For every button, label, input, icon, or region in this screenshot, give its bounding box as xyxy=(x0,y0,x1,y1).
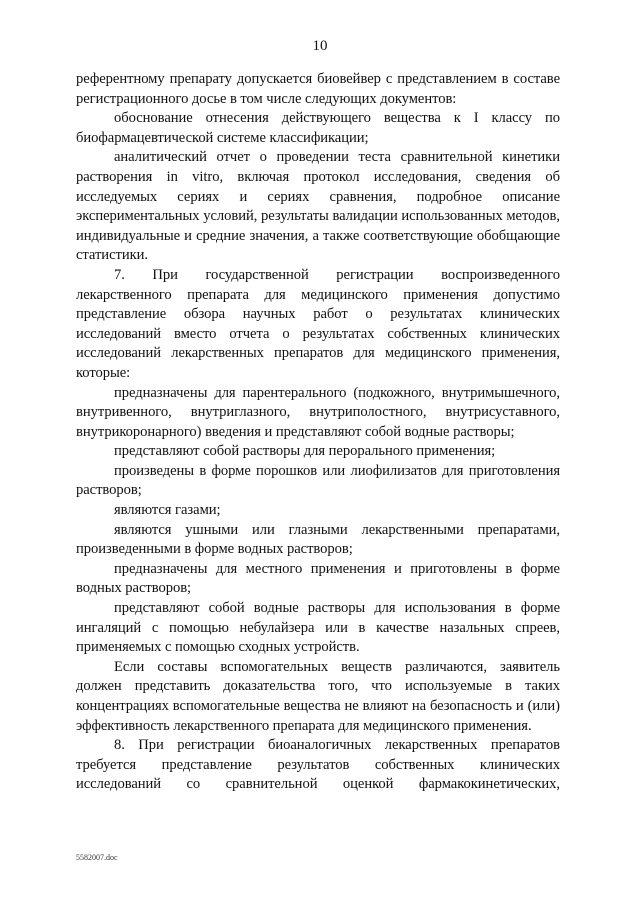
paragraph: предназначены для местного применения и приготовлены в форме водных растворов; xyxy=(76,560,560,597)
paragraph: представляют собой растворы для перорального применения; xyxy=(114,443,496,460)
paragraph: обоснование отнесения действующего вещества к I классу по биофармацевтической системе классификации; xyxy=(76,110,560,146)
body-text xyxy=(76,70,560,795)
paragraph: Если составы вспомогательных веществ различаются, заявитель должен представить доказательства того, что используемые в таких концентрациях вспомогательные вещества не влияют на безопасность и (или) эффективность лекарственного препарата для медицинского применения. xyxy=(76,658,560,734)
paragraph: представляют собой водные растворы для использования в форме ингаляций с помощью небулайзера или в качестве назальных спреев, применяемых с помощью сходных устройств. xyxy=(76,600,560,656)
paragraph: аналитический отчет о проведении теста сравнительной кинетики растворения in vitro, включая протокол исследования, сведения об исследуемых сериях и сериях сравнения, подробное описание экспериментальных условий, результаты валидации использованных методов, индивидуальные и средние значения, а также соответствующие обобщающие статистики. xyxy=(76,149,560,264)
paragraph: являются ушными или глазными лекарственными препаратами, произведенными в форме водных растворов; xyxy=(76,521,560,558)
document-filename: 5582007.doc xyxy=(76,853,118,862)
paragraph: являются газами; xyxy=(114,502,221,519)
paragraph: предназначены для парентерального (подкожного, внутримышечного, внутривенного, внутриглазного, внутриполостного, внутрисуставного, внутрикоронарного) введения и представляют собой водные растворы; xyxy=(76,384,560,440)
paragraph: 7. При государственной регистрации воспроизведенного лекарственного препарата для медицинского применения допустимо представление обзора научных работ о результатах клинических исследований вместо отчета о результатах собственных клинических исследований лекарственных препаратов для медицинского применения, которые: xyxy=(76,266,560,381)
paragraph: произведены в форме порошков или лиофилизатов для приготовления растворов; xyxy=(76,462,560,499)
page-number: 10 xyxy=(312,38,328,54)
paragraph: референтному препарату допускается биовейвер с представлением в составе регистрационного досье в том числе следующих документов: xyxy=(76,71,560,107)
paragraph: 8. При регистрации биоаналогичных лекарственных препаратов требуется представление результатов собственных клинических исследований со сравнительной оценкой фармакокинетических, xyxy=(76,737,560,793)
